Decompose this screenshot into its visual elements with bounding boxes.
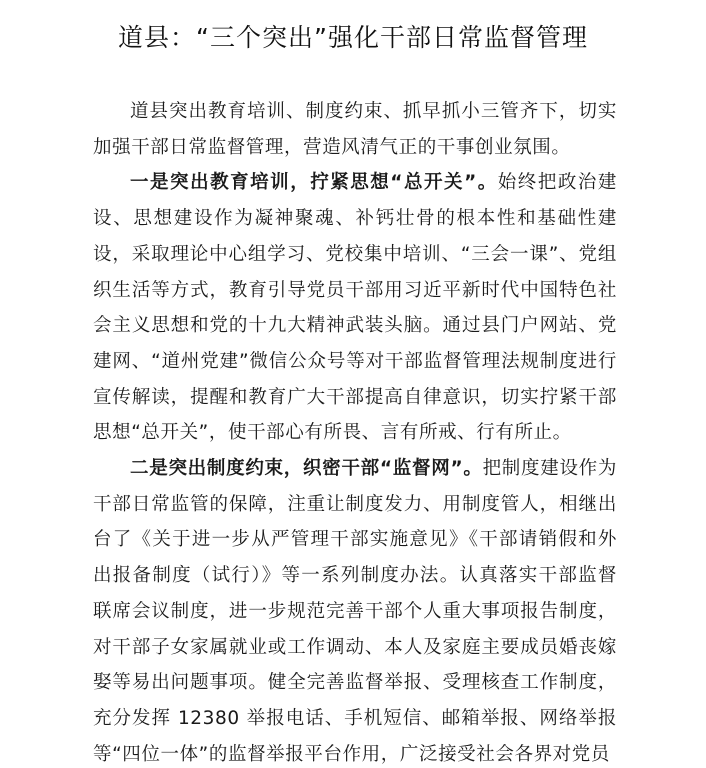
intro-paragraph: 道县突出教育培训、制度约束、抓早抓小三管齐下，切实加强干部日常监督管理，营造风清气正的干事创业氛围。: [93, 101, 617, 158]
section-heading-1: 一是突出教育培训，拧紧思想“总开关”。: [130, 172, 498, 194]
section-body-2: 把制度建设作为干部日常监管的保障，注重让制度发力、用制度管人，相继出台了《关于进一步从严管理干部实施意见》《干部请销假和外出报备制度（试行）》等一系列制度办法。认真落实干部监督联席会议制度，进一步规范完善干部个人重大事项报告制度，对干部子女家属就业或工作调动、本人及家庭主要成员婚丧嫁娶等易出问题事项。健全完善监督举报、受理核查工作制度，充分发挥 12380 举报电话、手机短信、邮箱举报、网络举报等“四位一体”的监督举报平台作用，广泛接受社会各界对党员: [93, 458, 618, 765]
section-body-1: 始终把政治建设、思想建设作为凝神聚魂、补钙壮骨的根本性和基础性建设，采取理论中心组学习、党校集中培训、“三会一课”、党组织生活等方式，教育引导党员干部用习近平新时代中国特色社会主义思想和党的十九大精神武装头脑。通过县门户网站、党建网、“道州党建”微信公众号等对干部监督管理法规制度进行宣传解读，提醒和教育广大干部提高自律意识，切实拧紧干部思想“总开关”，使干部心有所畏、言有所戒、行有所止。: [93, 172, 618, 444]
article-body: [93, 94, 617, 768]
section-paragraph-1: [93, 165, 617, 451]
section-paragraph-2: [93, 451, 617, 768]
section-heading-2: 二是突出制度约束，织密干部“监督网”。: [130, 458, 483, 480]
document-title: 道县：“三个突出”强化干部日常监督管理: [118, 23, 588, 52]
